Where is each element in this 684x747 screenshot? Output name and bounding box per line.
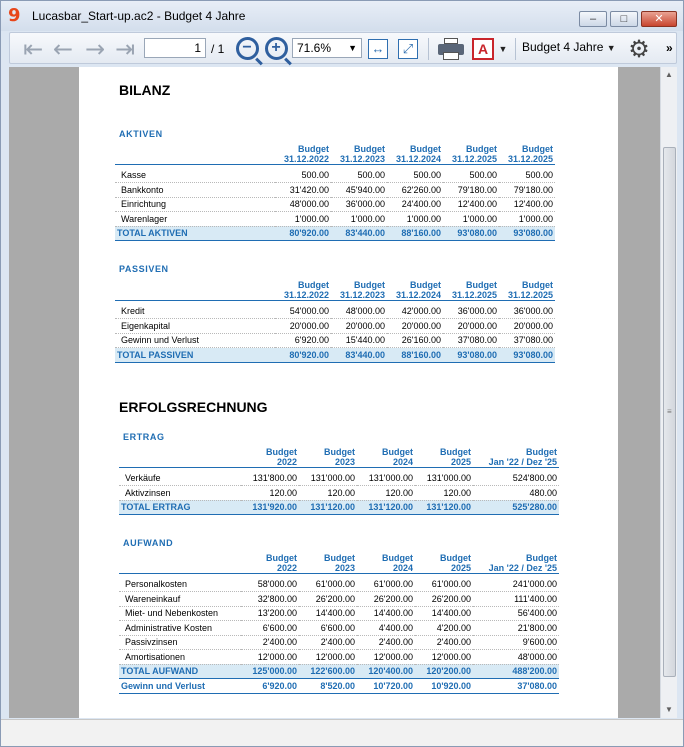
table-row xyxy=(119,471,559,486)
cell-value: 20'000.00 xyxy=(443,319,499,334)
cell-value: 36'000.00 xyxy=(331,197,387,212)
page-number-input[interactable]: 1 xyxy=(144,38,206,58)
column-header xyxy=(415,551,473,573)
zoom-out-button[interactable] xyxy=(234,36,260,61)
cell-value: 131'800.00 xyxy=(241,471,299,486)
section-label-aufwand: AUFWAND xyxy=(123,538,174,548)
scroll-up-icon[interactable]: ▲ xyxy=(665,70,673,79)
total-row xyxy=(119,500,559,515)
export-pdf-button[interactable] xyxy=(470,36,496,61)
row-label: Bankkonto xyxy=(115,183,275,198)
row-label: Gewinn und Verlust xyxy=(119,679,241,694)
cell-value: 24'400.00 xyxy=(387,197,443,212)
row-label: Verkäufe xyxy=(119,471,241,486)
cell-value: 20'000.00 xyxy=(499,319,555,334)
column-header-line-2: 31.12.2025 xyxy=(451,153,497,164)
cell-value: 131'120.00 xyxy=(357,500,415,515)
cell-value: 120.00 xyxy=(241,486,299,501)
cell-value: 131'000.00 xyxy=(299,471,357,486)
next-page-button[interactable] xyxy=(82,36,108,61)
column-header-line-1: Budget xyxy=(266,446,297,457)
row-label: TOTAL PASSIVEN xyxy=(115,348,275,363)
fit-page-icon: ⤢ xyxy=(398,39,418,59)
row-label: Warenlager xyxy=(115,212,275,227)
prev-page-button[interactable] xyxy=(50,36,76,61)
vertical-scrollbar[interactable] xyxy=(660,67,677,718)
cell-value: 500.00 xyxy=(331,168,387,183)
cell-value: 12'400.00 xyxy=(499,197,555,212)
page-total: / 1 xyxy=(211,42,225,56)
column-header-line-1: Budget xyxy=(266,552,297,563)
cell-value: 6'920.00 xyxy=(275,333,331,348)
column-header-line-1: Budget xyxy=(354,143,385,154)
cell-value: 42'000.00 xyxy=(387,304,443,319)
table-row xyxy=(115,212,555,227)
cell-value: 2'400.00 xyxy=(299,635,357,650)
row-label: Gewinn und Verlust xyxy=(115,333,275,348)
cell-value: 120.00 xyxy=(415,486,473,501)
cell-value: 525'280.00 xyxy=(473,500,559,515)
column-header-line-2: 31.12.2025 xyxy=(507,289,553,300)
cell-value: 524'800.00 xyxy=(473,471,559,486)
cell-value: 12'000.00 xyxy=(299,650,357,665)
next-page-icon: → xyxy=(84,34,106,63)
document-viewport[interactable] xyxy=(9,67,660,718)
column-header xyxy=(241,445,299,467)
cell-value: 93'080.00 xyxy=(499,226,555,241)
pdf-icon: A xyxy=(472,38,494,60)
column-header-line-1: Budget xyxy=(440,552,471,563)
column-header xyxy=(299,551,357,573)
row-label: Personalkosten xyxy=(119,577,241,592)
column-header xyxy=(415,445,473,467)
cell-value: 36'000.00 xyxy=(499,304,555,319)
column-header xyxy=(331,278,387,300)
table-row xyxy=(115,319,555,334)
column-header xyxy=(331,142,387,164)
print-icon xyxy=(438,38,464,60)
chevron-down-icon: ▼ xyxy=(348,43,357,53)
table-header-row xyxy=(119,551,559,573)
column-header-line-2: 31.12.2022 xyxy=(283,153,329,164)
column-header xyxy=(443,278,499,300)
cell-value: 12'000.00 xyxy=(241,650,299,665)
cell-value: 122'600.00 xyxy=(299,664,357,679)
total-row xyxy=(119,664,559,679)
cell-value: 1'000.00 xyxy=(443,212,499,227)
cell-value: 20'000.00 xyxy=(275,319,331,334)
cell-value: 120'200.00 xyxy=(415,664,473,679)
column-header-line-1: Budget xyxy=(298,279,329,290)
section-title-bilanz: BILANZ xyxy=(119,82,171,98)
cell-value: 26'200.00 xyxy=(415,592,473,607)
cell-value: 83'440.00 xyxy=(331,226,387,241)
toolbar-separator xyxy=(428,38,429,60)
report-page xyxy=(79,67,618,718)
zoom-out-icon: − xyxy=(236,37,259,60)
cell-value: 93'080.00 xyxy=(499,348,555,363)
table-header-row xyxy=(115,278,555,300)
cell-value: 1'000.00 xyxy=(331,212,387,227)
cell-value: 6'920.00 xyxy=(241,679,299,694)
first-page-button[interactable] xyxy=(20,36,46,61)
cell-value: 10'720.00 xyxy=(357,679,415,694)
column-header-line-1: Budget xyxy=(466,143,497,154)
cell-value: 26'160.00 xyxy=(387,333,443,348)
cell-value: 48'000.00 xyxy=(473,650,559,665)
row-label: TOTAL ERTRAG xyxy=(119,500,241,515)
cell-value: 12'400.00 xyxy=(443,197,499,212)
row-label: Wareneinkauf xyxy=(119,592,241,607)
cell-value: 32'800.00 xyxy=(241,592,299,607)
cell-value: 83'440.00 xyxy=(331,348,387,363)
column-header-line-2: Jan '22 / Dez '25 xyxy=(488,456,557,467)
cell-value: 131'000.00 xyxy=(415,471,473,486)
total-row xyxy=(115,226,555,241)
row-label: Kredit xyxy=(115,304,275,319)
first-page-icon: ⇤ xyxy=(22,34,44,63)
column-header xyxy=(499,278,555,300)
cell-value: 93'080.00 xyxy=(443,348,499,363)
cell-value: 12'000.00 xyxy=(415,650,473,665)
close-icon: ✕ xyxy=(654,13,664,25)
document-select-value: Budget 4 Jahre xyxy=(522,40,604,54)
fit-page-button[interactable] xyxy=(396,36,420,61)
cell-value: 1'000.00 xyxy=(387,212,443,227)
cell-value: 80'920.00 xyxy=(275,348,331,363)
fit-width-icon: ↔ xyxy=(368,39,388,59)
scrollbar-thumb[interactable] xyxy=(663,147,676,677)
cell-value: 13'200.00 xyxy=(241,606,299,621)
table-row xyxy=(119,650,559,665)
cell-value: 8'520.00 xyxy=(299,679,357,694)
table-row xyxy=(115,333,555,348)
column-header xyxy=(357,551,415,573)
column-header xyxy=(473,551,559,573)
cell-value: 2'400.00 xyxy=(357,635,415,650)
column-header-line-2: 31.12.2025 xyxy=(451,289,497,300)
column-header-line-1: Budget xyxy=(298,143,329,154)
cell-value: 131'920.00 xyxy=(241,500,299,515)
toolbar-overflow-button[interactable]: » xyxy=(666,41,673,55)
table-row xyxy=(119,635,559,650)
window-title: Lucasbar_Start-up.ac2 - Budget 4 Jahre xyxy=(32,9,246,23)
column-header xyxy=(499,142,555,164)
cell-value: 61'000.00 xyxy=(357,577,415,592)
cell-value: 15'440.00 xyxy=(331,333,387,348)
column-header-line-1: Budget xyxy=(440,446,471,457)
cell-value: 111'400.00 xyxy=(473,592,559,607)
section-label-aktiven: AKTIVEN xyxy=(119,129,163,139)
chevron-down-icon: ▼ xyxy=(498,43,508,54)
column-header-line-2: 2025 xyxy=(450,562,471,573)
grip-icon: ≡ xyxy=(667,407,672,416)
cell-value: 21'800.00 xyxy=(473,621,559,636)
cell-value: 120.00 xyxy=(299,486,357,501)
column-header xyxy=(387,142,443,164)
settings-button[interactable] xyxy=(625,36,653,61)
cell-value: 88'160.00 xyxy=(387,226,443,241)
prev-page-icon: ← xyxy=(52,34,74,63)
cell-value: 2'400.00 xyxy=(415,635,473,650)
column-header-line-2: 2024 xyxy=(392,562,413,573)
cell-value: 131'120.00 xyxy=(299,500,357,515)
cell-value: 61'000.00 xyxy=(299,577,357,592)
column-header xyxy=(443,142,499,164)
cell-value: 14'400.00 xyxy=(357,606,415,621)
cell-value: 48'000.00 xyxy=(331,304,387,319)
cell-value: 6'600.00 xyxy=(241,621,299,636)
column-header-line-2: 2024 xyxy=(392,456,413,467)
chevron-down-icon: ▼ xyxy=(606,43,616,53)
column-header-line-2: Jan '22 / Dez '25 xyxy=(488,562,557,573)
report-table xyxy=(119,551,559,694)
cell-value: 4'200.00 xyxy=(415,621,473,636)
table-row xyxy=(119,621,559,636)
column-header-line-2: 31.12.2024 xyxy=(395,153,441,164)
column-header-line-2: 31.12.2022 xyxy=(283,289,329,300)
column-header-line-1: Budget xyxy=(522,279,553,290)
cell-value: 14'400.00 xyxy=(415,606,473,621)
column-header-line-2: 2025 xyxy=(450,456,471,467)
table-row xyxy=(115,168,555,183)
last-page-button[interactable] xyxy=(112,36,138,61)
cell-value: 120'400.00 xyxy=(357,664,415,679)
table-row xyxy=(119,486,559,501)
cell-value: 37'080.00 xyxy=(499,333,555,348)
column-header-line-1: Budget xyxy=(354,279,385,290)
column-header-line-2: 2023 xyxy=(334,456,355,467)
cell-value: 4'400.00 xyxy=(357,621,415,636)
row-label: Amortisationen xyxy=(119,650,241,665)
report-table xyxy=(115,278,555,363)
zoom-in-icon: + xyxy=(265,37,288,60)
result-row xyxy=(119,679,559,694)
column-header-line-1: Budget xyxy=(324,446,355,457)
column-header-line-2: 31.12.2023 xyxy=(339,153,385,164)
cell-value: 48'000.00 xyxy=(275,197,331,212)
row-label: Passivzinsen xyxy=(119,635,241,650)
row-label: Einrichtung xyxy=(115,197,275,212)
column-header xyxy=(241,551,299,573)
column-header-line-1: Budget xyxy=(410,143,441,154)
maximize-button[interactable] xyxy=(610,11,638,27)
fit-width-button[interactable] xyxy=(366,36,390,61)
cell-value: 488'200.00 xyxy=(473,664,559,679)
minimize-icon: – xyxy=(589,13,597,25)
column-header xyxy=(275,278,331,300)
cell-value: 131'120.00 xyxy=(415,500,473,515)
column-header xyxy=(275,142,331,164)
status-bar xyxy=(1,719,683,746)
title-bar xyxy=(1,1,683,31)
report-table xyxy=(119,445,559,515)
last-page-icon: ⇥ xyxy=(114,34,136,63)
column-header xyxy=(473,445,559,467)
cell-value: 14'400.00 xyxy=(299,606,357,621)
column-header-line-1: Budget xyxy=(382,552,413,563)
row-label: Eigenkapital xyxy=(115,319,275,334)
cell-value: 12'000.00 xyxy=(357,650,415,665)
row-label: Miet- und Nebenkosten xyxy=(119,606,241,621)
cell-value: 93'080.00 xyxy=(443,226,499,241)
column-header xyxy=(387,278,443,300)
cell-value: 26'200.00 xyxy=(299,592,357,607)
export-menu-button[interactable] xyxy=(497,36,509,61)
cell-value: 120.00 xyxy=(357,486,415,501)
column-header-line-2: 2022 xyxy=(276,456,297,467)
cell-value: 20'000.00 xyxy=(387,319,443,334)
row-label: Kasse xyxy=(115,168,275,183)
table-row xyxy=(115,304,555,319)
column-header-line-1: Budget xyxy=(522,143,553,154)
table-row xyxy=(119,592,559,607)
cell-value: 9'600.00 xyxy=(473,635,559,650)
report-table xyxy=(115,142,555,241)
zoom-in-button[interactable] xyxy=(263,36,289,61)
toolbar xyxy=(9,32,677,64)
column-header-line-1: Budget xyxy=(526,552,557,563)
zoom-value: 71.6% xyxy=(297,41,332,55)
cell-value: 56'400.00 xyxy=(473,606,559,621)
header-label-cell xyxy=(119,551,241,573)
header-label-cell xyxy=(119,445,241,467)
cell-value: 36'000.00 xyxy=(443,304,499,319)
table-header-row xyxy=(119,445,559,467)
cell-value: 125'000.00 xyxy=(241,664,299,679)
column-header-line-2: 31.12.2023 xyxy=(339,289,385,300)
row-label: TOTAL AKTIVEN xyxy=(115,226,275,241)
section-label-passiven: PASSIVEN xyxy=(119,264,169,274)
document-select[interactable] xyxy=(522,40,616,54)
scroll-down-icon[interactable]: ▼ xyxy=(665,705,673,714)
cell-value: 37'080.00 xyxy=(443,333,499,348)
header-label-cell xyxy=(115,278,275,300)
row-label: TOTAL AUFWAND xyxy=(119,664,241,679)
cell-value: 45'940.00 xyxy=(331,183,387,198)
cell-value: 131'000.00 xyxy=(357,471,415,486)
cell-value: 241'000.00 xyxy=(473,577,559,592)
column-header-line-2: 2023 xyxy=(334,562,355,573)
close-button[interactable] xyxy=(641,11,677,27)
gear-icon: ⚙ xyxy=(628,34,650,63)
cell-value: 500.00 xyxy=(499,168,555,183)
cell-value: 500.00 xyxy=(275,168,331,183)
zoom-select[interactable] xyxy=(292,38,362,58)
cell-value: 37'080.00 xyxy=(473,679,559,694)
cell-value: 62'260.00 xyxy=(387,183,443,198)
column-header xyxy=(357,445,415,467)
cell-value: 58'000.00 xyxy=(241,577,299,592)
column-header-line-1: Budget xyxy=(324,552,355,563)
cell-value: 31'420.00 xyxy=(275,183,331,198)
column-header-line-2: 2022 xyxy=(276,562,297,573)
header-label-cell xyxy=(115,142,275,164)
table-row xyxy=(119,606,559,621)
cell-value: 20'000.00 xyxy=(331,319,387,334)
cell-value: 80'920.00 xyxy=(275,226,331,241)
column-header-line-1: Budget xyxy=(466,279,497,290)
table-row xyxy=(119,577,559,592)
table-row xyxy=(115,183,555,198)
cell-value: 79'180.00 xyxy=(499,183,555,198)
table-header-row xyxy=(115,142,555,164)
cell-value: 2'400.00 xyxy=(241,635,299,650)
column-header-line-1: Budget xyxy=(382,446,413,457)
cell-value: 79'180.00 xyxy=(443,183,499,198)
app-logo-icon: 9 xyxy=(8,5,21,26)
cell-value: 1'000.00 xyxy=(275,212,331,227)
cell-value: 26'200.00 xyxy=(357,592,415,607)
cell-value: 500.00 xyxy=(387,168,443,183)
cell-value: 61'000.00 xyxy=(415,577,473,592)
column-header-line-1: Budget xyxy=(410,279,441,290)
print-button[interactable] xyxy=(436,36,466,61)
column-header xyxy=(299,445,357,467)
table-row xyxy=(115,197,555,212)
maximize-icon: □ xyxy=(620,13,628,25)
section-label-ertrag: ERTRAG xyxy=(123,432,165,442)
cell-value: 6'600.00 xyxy=(299,621,357,636)
cell-value: 500.00 xyxy=(443,168,499,183)
section-title-erfolgsrechnung: ERFOLGSRECHNUNG xyxy=(119,399,268,415)
cell-value: 88'160.00 xyxy=(387,348,443,363)
cell-value: 480.00 xyxy=(473,486,559,501)
row-label: Administrative Kosten xyxy=(119,621,241,636)
minimize-button[interactable] xyxy=(579,11,607,27)
row-label: Aktivzinsen xyxy=(119,486,241,501)
cell-value: 10'920.00 xyxy=(415,679,473,694)
toolbar-separator xyxy=(515,38,516,60)
column-header-line-2: 31.12.2024 xyxy=(395,289,441,300)
column-header-line-1: Budget xyxy=(526,446,557,457)
cell-value: 54'000.00 xyxy=(275,304,331,319)
cell-value: 1'000.00 xyxy=(499,212,555,227)
column-header-line-2: 31.12.2025 xyxy=(507,153,553,164)
total-row xyxy=(115,348,555,363)
